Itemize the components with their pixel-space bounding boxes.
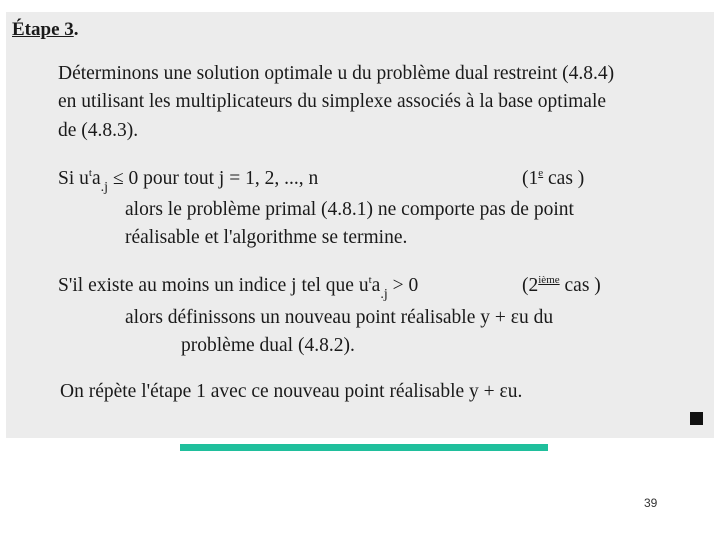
accent-bar <box>180 444 548 451</box>
case1-inequality: ≤ 0 pour tout j = 1, 2, ..., n <box>112 168 319 189</box>
step-heading <box>12 20 79 39</box>
intro-line-3: de (4.8.3). <box>58 120 139 141</box>
case2-label-close: cas ) <box>559 275 601 296</box>
repeat-line: On répète l'étape 1 avec ce nouveau point réalisable y + εu. <box>60 381 523 402</box>
case1-transpose: t <box>88 167 92 179</box>
case2-label-open: (2 <box>522 275 539 296</box>
case1-si: Si u <box>58 168 89 189</box>
case1-label-close: cas ) <box>543 168 585 189</box>
case2-lead: S'il existe au moins un indice j tel que u <box>58 275 369 296</box>
case2-condition <box>58 275 418 302</box>
end-of-proof-square-icon <box>690 412 703 425</box>
case2-label <box>522 275 601 296</box>
case1-label-sup: e <box>538 167 544 179</box>
step-title: Étape 3 <box>12 19 74 40</box>
case2-transpose: t <box>368 274 372 286</box>
case1-label <box>522 168 584 189</box>
case2-then-line-2: problème dual (4.8.2). <box>181 335 355 356</box>
case2-inequality: > 0 <box>392 275 419 296</box>
case1-a: a <box>91 168 101 189</box>
case2-subscript: .j <box>380 287 388 302</box>
case2-then-line-1: alors définissons un nouveau point réalisable y + εu du <box>125 307 554 328</box>
case1-then-line-1: alors le problème primal (4.8.1) ne comporte pas de point <box>125 199 574 220</box>
case1-subscript: .j <box>100 180 108 195</box>
intro-line-2: en utilisant les multiplicateurs du simplexe associés à la base optimale <box>58 91 607 112</box>
page-number: 39 <box>644 496 658 510</box>
case1-then-line-2: réalisable et l'algorithme se termine. <box>125 227 408 248</box>
case1-label-open: (1 <box>522 168 539 189</box>
case2-a: a <box>371 275 381 296</box>
intro-line-1: Déterminons une solution optimale u du problème dual restreint (4.8.4) <box>58 63 615 84</box>
step-period: . <box>73 19 79 40</box>
case1-condition <box>58 168 318 195</box>
case2-label-sup: ième <box>538 274 560 286</box>
